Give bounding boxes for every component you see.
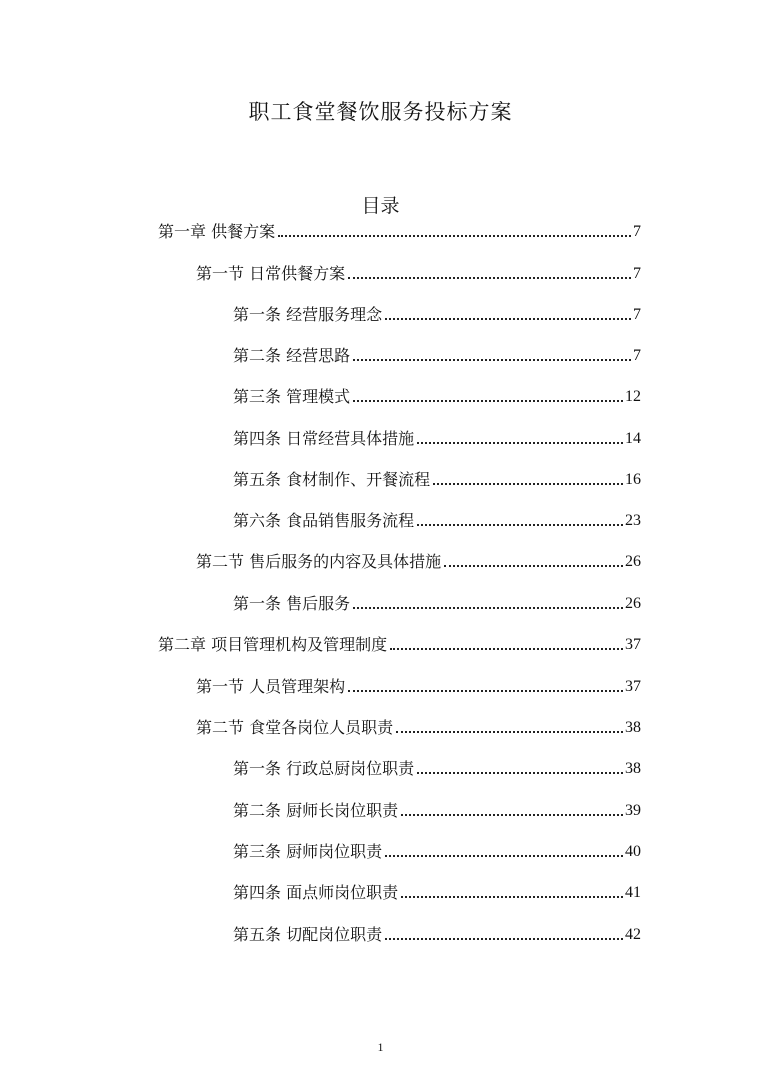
toc-entry-page: 7: [633, 265, 641, 282]
toc-entry-page: 38: [625, 719, 641, 736]
dot-leader: [433, 483, 623, 485]
toc-entry-article-2-2-3[interactable]: [233, 839, 641, 863]
toc-entry-article-2-2-2[interactable]: [233, 798, 641, 822]
dot-leader: [278, 235, 631, 237]
toc-entry-label: 第五条 食材制作、开餐流程: [233, 470, 431, 489]
toc-entry-label: 第二节 售后服务的内容及具体措施: [196, 552, 442, 571]
toc-entry-page: 7: [633, 306, 641, 323]
page-number: 1: [377, 1040, 384, 1054]
document-title: 职工食堂餐饮服务投标方案: [248, 100, 513, 124]
dot-leader: [401, 896, 623, 898]
toc-entry-section-1-1[interactable]: [196, 261, 641, 285]
dot-leader: [353, 400, 623, 402]
toc-entry-label: 第三条 厨师岗位职责: [233, 842, 383, 861]
toc-entry-page: 37: [625, 636, 641, 653]
toc-entry-label: 第一节 日常供餐方案: [196, 264, 346, 283]
toc-entry-page: 23: [625, 512, 641, 529]
toc-entry-page: 16: [625, 471, 641, 488]
toc-entry-page: 7: [633, 347, 641, 364]
toc-entry-page: 40: [625, 843, 641, 860]
toc-entry-article-1-2-1[interactable]: [233, 591, 641, 615]
toc-entry-section-2-1[interactable]: [196, 674, 641, 698]
toc-entry-article-1-1-3[interactable]: [233, 384, 641, 408]
dot-leader: [417, 772, 623, 774]
dot-leader: [401, 814, 623, 816]
toc-entry-article-1-1-6[interactable]: [233, 508, 641, 532]
toc-entry-label: 第一条 行政总厨岗位职责: [233, 759, 415, 778]
toc-entry-label: 第四条 日常经营具体措施: [233, 429, 415, 448]
toc-entry-article-2-2-4[interactable]: [233, 880, 641, 904]
toc-entry-page: 14: [625, 430, 641, 447]
toc-entry-section-2-2[interactable]: [196, 715, 641, 739]
dot-leader: [390, 648, 623, 650]
dot-leader: [385, 855, 623, 857]
dot-leader: [348, 277, 631, 279]
dot-leader: [353, 607, 623, 609]
toc-entry-label: 第一条 经营服务理念: [233, 305, 383, 324]
toc-entry-label: 第二章 项目管理机构及管理制度: [158, 635, 388, 654]
toc-entry-label: 第二条 经营思路: [233, 346, 351, 365]
toc-entry-article-1-1-5[interactable]: [233, 467, 641, 491]
dot-leader: [444, 565, 623, 567]
toc-entry-label: 第五条 切配岗位职责: [233, 925, 383, 944]
toc-entry-label: 第二条 厨师长岗位职责: [233, 801, 399, 820]
toc-entry-section-1-2[interactable]: [196, 549, 641, 573]
toc-entry-article-1-1-4[interactable]: [233, 426, 641, 450]
toc-entry-article-1-1-1[interactable]: [233, 302, 641, 326]
toc-entry-article-2-2-1[interactable]: [233, 756, 641, 780]
dot-leader: [396, 731, 623, 733]
toc-entry-page: 12: [625, 388, 641, 405]
toc-entry-page: 41: [625, 884, 641, 901]
dot-leader: [417, 524, 623, 526]
toc-entry-page: 7: [633, 223, 641, 240]
toc-entry-page: 37: [625, 678, 641, 695]
toc-entry-page: 38: [625, 760, 641, 777]
toc-heading: 目录: [361, 195, 400, 217]
toc-entry-label: 第四条 面点师岗位职责: [233, 883, 399, 902]
toc-entry-label: 第一节 人员管理架构: [196, 677, 346, 696]
toc-entry-article-1-1-2[interactable]: [233, 343, 641, 367]
toc-entry-page: 26: [625, 553, 641, 570]
toc-entry-page: 26: [625, 595, 641, 612]
toc-entry-label: 第二节 食堂各岗位人员职责: [196, 718, 394, 737]
dot-leader: [385, 938, 623, 940]
toc-entry-chapter-2[interactable]: [158, 632, 641, 656]
toc-entry-label: 第三条 管理模式: [233, 387, 351, 406]
toc-entry-label: 第一条 售后服务: [233, 594, 351, 613]
toc-entry-page: 42: [625, 926, 641, 943]
toc-entry-page: 39: [625, 802, 641, 819]
toc-entry-label: 第六条 食品销售服务流程: [233, 511, 415, 530]
dot-leader: [417, 442, 623, 444]
dot-leader: [385, 318, 631, 320]
toc-entry-article-2-2-5[interactable]: [233, 922, 641, 946]
dot-leader: [348, 690, 623, 692]
toc-entry-chapter-1[interactable]: [158, 219, 641, 243]
toc-entry-label: 第一章 供餐方案: [158, 222, 276, 241]
dot-leader: [353, 359, 631, 361]
